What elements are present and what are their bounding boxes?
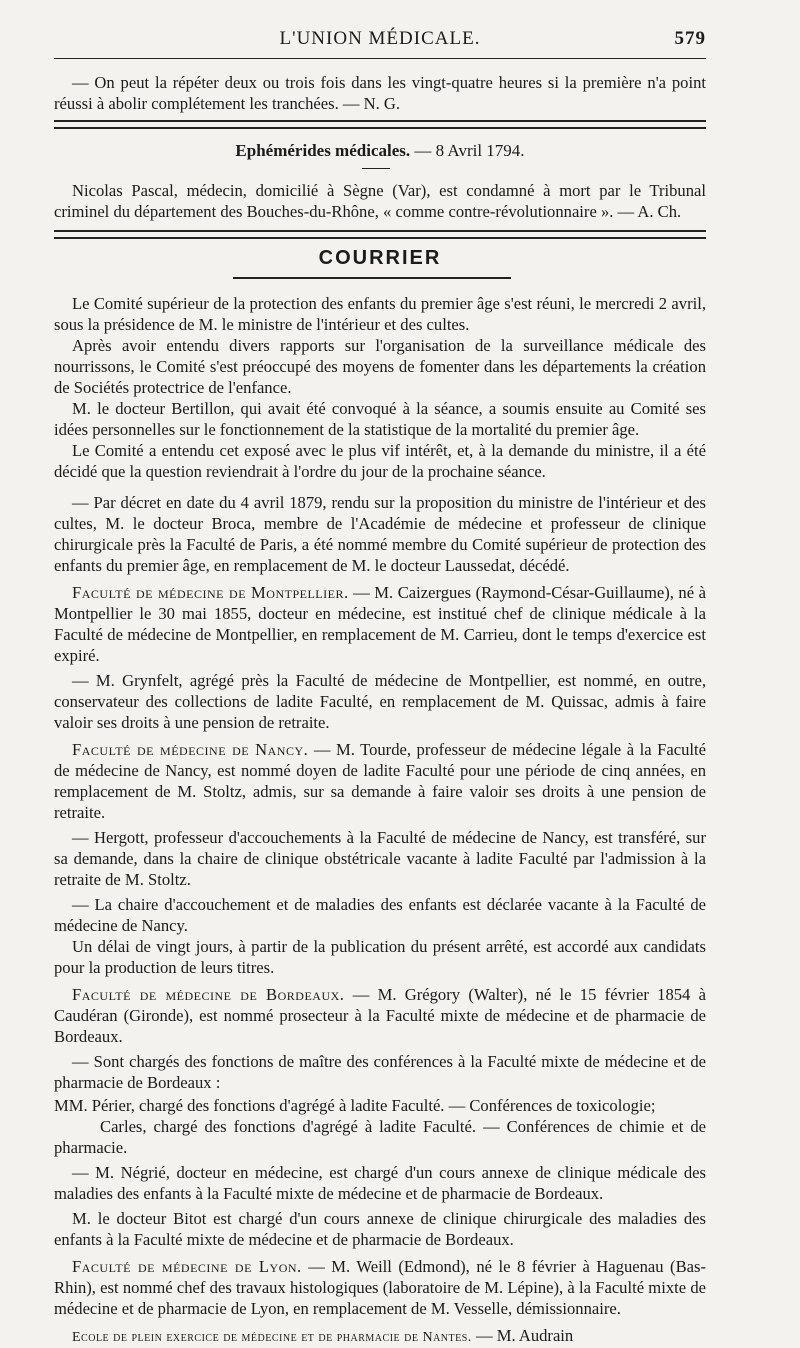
bordeaux-paragraph <box>54 984 706 1047</box>
courrier-paragraph: — Hergott, professeur d'accouchements à la Faculté de médecine de Nancy, est transféré, sur sa demande, dans la chaire de clinique obstétricale vacante à ladite Faculté par l'admission à la retraite de M. Stoltz. <box>54 828 706 889</box>
paragraph-text: — M. Audrain <box>471 1326 574 1345</box>
lyon-paragraph <box>54 1256 706 1319</box>
ephemerides-rule <box>362 168 390 169</box>
courrier-rule <box>233 277 511 279</box>
courrier-body <box>54 293 706 1348</box>
courrier-paragraph: Après avoir entendu divers rapports sur l'organisation de la surveillance médicale des nourrissons, le Comité s'est préoccupé des moyens de fomenter dans les départements la création de Sociétés protectrice de l'enfance. <box>54 336 706 397</box>
paragraph-text: — M. Grégory (Walter), né le 15 février 1854 à Caudéran (Gironde), est nommé prosecteur à la Faculté mixte de médecine et de pharmacie de Bordeaux. <box>54 985 707 1046</box>
courrier-paragraph: — M. Grynfelt, agrégé près la Faculté de médecine de Montpellier, est nommé, en outre, conservateur des collections de ladite Faculté, en remplacement de M. Quissac, admis à faire valoir ses droits à une pension de retraite. <box>54 671 706 732</box>
intro-paragraph: — On peut la répéter deux ou trois fois dans les vingt-quatre heures si la première n'a point réussi à abolir complétement les tranchées. — N. G. <box>54 73 706 113</box>
courrier-title: COURRIER <box>318 247 442 269</box>
section-divider <box>54 230 706 239</box>
journal-title: L'UNION MÉDICALE. <box>279 28 481 49</box>
faculty-heading: Faculté de médecine de Bordeaux. <box>72 985 345 1004</box>
header-rule <box>54 58 706 59</box>
ephemerides-date: — 8 Avril 1794. <box>414 141 525 160</box>
courrier-paragraph: Le Comité supérieur de la protection des enfants du premier âge s'est réuni, le mercredi 2 avril, sous la présidence de M. le ministre de l'intérieur et des cultes. <box>54 294 706 334</box>
courrier-paragraph: Le Comité a entendu cet exposé avec le plus vif intérêt, et, à la demande du ministre, il a été décidé que la question reviendrait à l'ordre du jour de la prochaine séance. <box>54 441 706 481</box>
paragraph-text: — M. Tourde, professeur de médecine légale à la Faculté de médecine de Nancy, est nommé doyen de ladite Faculté pour une période de cinq années, en remplacement de M. Stoltz, admis, sur sa demande à faire valoir ses droits à une pension de retraite. <box>54 740 706 822</box>
courrier-paragraph: — La chaire d'accouchement et de maladies des enfants est déclarée vacante à la Faculté de médecine de Nancy. <box>54 895 706 935</box>
montpellier-paragraph <box>54 582 706 666</box>
faculty-heading: Ecole de plein exercice de médecine et de pharmacie de Nantes. <box>72 1330 472 1345</box>
page-number: 579 <box>674 28 706 49</box>
ephemerides-body <box>54 180 706 222</box>
section-divider <box>54 120 706 129</box>
paragraph-text: — M. Weill (Edmond), né le 8 février à Haguenau (Bas-Rhin), est nommé chef des travaux histologiques (laboratoire de M. Lépine), à la Faculté mixte de médecine et de pharmacie de Lyon, en remplacement de M. Vesselle, démissionnaire. <box>54 1257 706 1318</box>
courrier-paragraph: — Sont chargés des fonctions de maître des conférences à la Faculté mixte de médecine et de pharmacie de Bordeaux : <box>54 1052 706 1092</box>
ephemerides-heading <box>54 140 706 161</box>
courrier-paragraph: Un délai de vingt jours, à partir de la publication du présent arrêté, est accordé aux candidats pour la production de leurs titres. <box>54 937 706 977</box>
nancy-paragraph <box>54 739 706 823</box>
courrier-paragraph: M. le docteur Bertillon, qui avait été convoqué à la séance, a soumis ensuite au Comité ses idées personnelles sur le fonctionnement de la statistique de la mortalité du premier âge. <box>54 399 706 439</box>
courrier-paragraph: — Par décret en date du 4 avril 1879, rendu sur la proposition du ministre de l'intérieur et des cultes, M. le docteur Broca, membre de l'Académie de médecine et professeur de clinique chirurgicale près la Faculté de Paris, a été nommé membre du Comité supérieur de protection des enfants du premier âge, en remplacement de M. le docteur Laussedat, décédé. <box>54 493 706 575</box>
ephemerides-title: Ephémérides médicales. <box>235 141 411 160</box>
courrier-title-block <box>54 247 706 270</box>
page-header <box>54 28 706 54</box>
faculty-heading: Faculté de médecine de Nancy. <box>72 740 309 759</box>
courrier-paragraph: M. le docteur Bitot est chargé d'un cours annexe de clinique chirurgicale des maladies des enfants à la Faculté mixte de médecine et de pharmacie de Bordeaux. <box>54 1209 706 1249</box>
courrier-paragraph: Carles, chargé des fonctions d'agrégé à ladite Faculté. — Conférences de chimie et de pharmacie. <box>54 1117 706 1157</box>
intro-block <box>54 72 706 114</box>
ephemerides-section <box>54 140 706 161</box>
ephemerides-text: Nicolas Pascal, médecin, domicilié à Sègne (Var), est condamné à mort par le Tribunal criminel du département des Bouches-du-Rhône, « comme contre-révolutionnaire ». — A. Ch. <box>54 181 706 221</box>
paragraph-text: — M. Caizergues (Raymond-César-Guillaume), né à Montpellier le 30 mai 1855, docteur en médecine, est institué chef de clinique médicale à la Faculté de médecine de Montpellier, en remplacement de M. Carrieu, dont le temps d'exercice est expiré. <box>54 583 706 665</box>
faculty-heading: Faculté de médecine de Lyon. <box>72 1257 302 1276</box>
faculty-heading: Faculté de médecine de Montpellier. <box>72 583 349 602</box>
courrier-paragraph: MM. Périer, chargé des fonctions d'agrégé à ladite Faculté. — Conférences de toxicologie; <box>54 1096 656 1115</box>
courrier-paragraph: — M. Négrié, docteur en médecine, est chargé d'un cours annexe de clinique médicale des maladies des enfants à la Faculté mixte de médecine et de pharmacie de Bordeaux. <box>54 1163 706 1203</box>
